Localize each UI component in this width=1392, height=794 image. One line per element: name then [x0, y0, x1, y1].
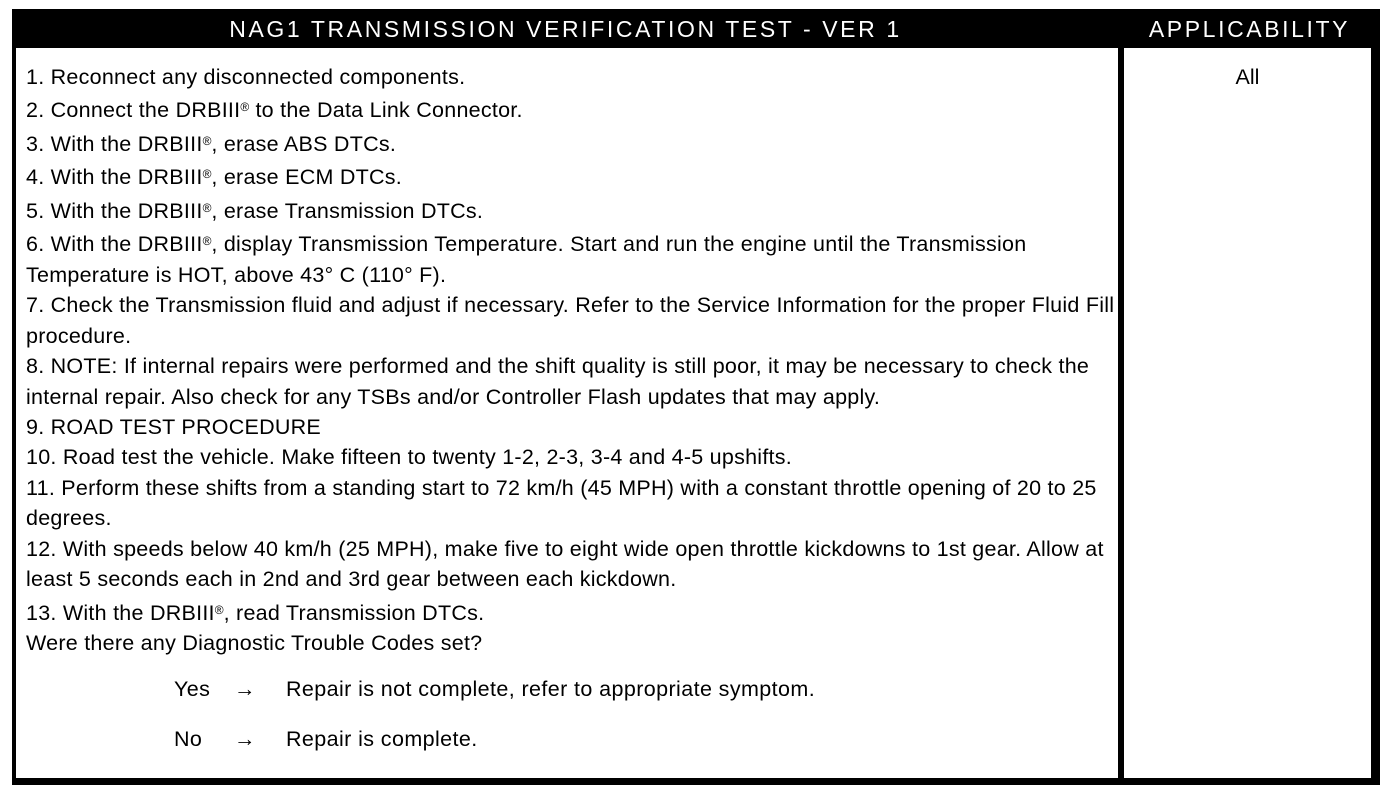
- registered-mark: ®: [202, 200, 212, 215]
- applicability-header: APPLICABILITY: [1148, 16, 1351, 42]
- step-text: 7. Check the Transmission fluid and adjust if necessary. Refer to the Service Information for the proper Fluid Fill procedure.: [26, 293, 1115, 348]
- step-13: [26, 595, 1118, 628]
- step-text: 10. Road test the vehicle. Make fifteen to twenty 1-2, 2-3, 3-4 and 4-5 upshifts.: [26, 445, 792, 470]
- answer-no-label: No: [174, 726, 203, 751]
- step-text: 4. With the DRBIII: [26, 165, 203, 190]
- step-1: [26, 62, 1118, 92]
- step-10: [26, 442, 1118, 472]
- registered-mark: ®: [202, 234, 212, 249]
- applicability-value: All: [1235, 65, 1260, 89]
- step-text: , erase ECM DTCs.: [211, 165, 403, 190]
- table-header: [12, 9, 1380, 48]
- registered-mark: ®: [240, 100, 250, 115]
- right-arrow-icon: →: [234, 726, 256, 751]
- step-text: 9. ROAD TEST PROCEDURE: [26, 414, 322, 439]
- step-text: 6. With the DRBIII: [26, 232, 203, 257]
- step-7: [26, 290, 1118, 351]
- answer-no-text: Repair is complete.: [286, 726, 478, 751]
- test-title: NAG1 TRANSMISSION VERIFICATION TEST - VER 1: [229, 16, 902, 42]
- answer-no: [174, 727, 1118, 777]
- registered-mark: ®: [202, 133, 212, 148]
- applicability-cell: [1124, 48, 1371, 778]
- step-text: , erase ABS DTCs.: [211, 131, 397, 156]
- step-3: [26, 126, 1118, 159]
- step-4: [26, 159, 1118, 192]
- step-text: 8. NOTE: If internal repairs were performed and the shift quality is still poor, it may be necessary to check the internal repair. Also check for any TSBs and/or Controller Flash updates that may apply.: [26, 354, 1090, 409]
- step-5: [26, 193, 1118, 226]
- test-table: [12, 9, 1380, 785]
- right-arrow-icon: →: [234, 676, 256, 701]
- step-text: 12. With speeds below 40 km/h (25 MPH), make five to eight wide open throttle kickdowns to 1st gear. Allow at least 5 seconds each in 2nd and 3rd gear between each kickdown.: [26, 536, 1104, 592]
- registered-mark: ®: [214, 602, 224, 617]
- step-text: 11. Perform these shifts from a standing start to 72 km/h (45 MPH) with a constant throttle opening of 20 to 25 degrees.: [26, 475, 1097, 531]
- step-8: [26, 351, 1118, 412]
- step-6: [26, 226, 1118, 290]
- procedure-cell: [16, 48, 1118, 778]
- answer-yes: [174, 677, 1118, 727]
- answer-options: [26, 677, 1118, 777]
- step-9: [26, 412, 1118, 442]
- step-text: , read Transmission DTCs.: [223, 600, 485, 625]
- step-12: [26, 534, 1118, 595]
- step-text: to the Data Link Connector.: [249, 98, 523, 123]
- step-text: , display Transmission Temperature. Start and run the engine until the Transmission Temperature is HOT, above 43° C (110° F).: [26, 232, 1027, 287]
- step-text: 13. With the DRBIII: [26, 600, 215, 625]
- steps-list: [26, 62, 1118, 628]
- registered-mark: ®: [202, 167, 212, 182]
- step-text: 5. With the DRBIII: [26, 198, 203, 223]
- step-text: 1. Reconnect any disconnected components.: [26, 65, 466, 89]
- step-2: [26, 92, 1118, 125]
- answer-yes-label: Yes: [174, 676, 211, 701]
- step-text: 3. With the DRBIII: [26, 131, 203, 156]
- diagnostic-question: Were there any Diagnostic Trouble Codes set?: [26, 631, 483, 656]
- step-text: 2. Connect the DRBIII: [26, 98, 241, 123]
- answer-yes-text: Repair is not complete, refer to appropriate symptom.: [286, 676, 816, 701]
- step-text: , erase Transmission DTCs.: [211, 198, 484, 223]
- step-11: [26, 473, 1118, 534]
